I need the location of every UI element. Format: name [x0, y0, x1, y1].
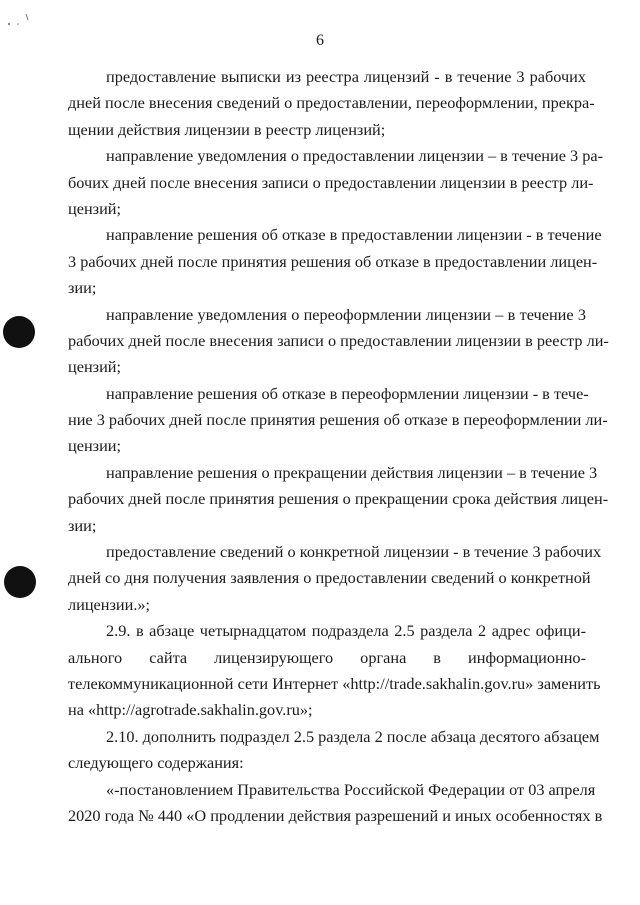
text-line: цензий;: [68, 198, 122, 218]
text-line: 3 рабочих дней после принятия решения об отказе в предоставлении лицен-: [68, 251, 598, 271]
text-line: рабочих дней после принятия решения о прекращении срока действия лицен-: [68, 489, 609, 509]
paragraph: [68, 460, 609, 539]
text-line: лицензии.»;: [68, 594, 151, 614]
text-line: дней со дня получения заявления о предоставлении сведений о конкретной: [68, 568, 591, 588]
text-line: дней после внесения сведений о предоставлении, переоформлении, прекра-: [68, 93, 595, 113]
text-line: направление уведомления о предоставлении лицензии – в течение 3 ра-: [106, 146, 604, 166]
text-line: 2020 года № 440 «О продлении действия разрешений и иных особенностях в: [68, 805, 603, 825]
text-line: 2.9. в абзаце четырнадцатом подраздела 2.5 раздела 2 адрес офици-: [106, 621, 586, 641]
text-line: 2.10. дополнить подраздел 2.5 раздела 2 после абзаца десятого абзацем: [106, 726, 600, 746]
paragraph: [68, 143, 604, 222]
text-line: направление решения об отказе в предоставлении лицензии - в течение: [106, 225, 602, 245]
text-line: на «http://agrotrade.sakhalin.gov.ru»;: [68, 700, 313, 720]
text-line: цензии;: [68, 436, 122, 456]
paragraph: [68, 222, 602, 301]
text-line: бочих дней после внесения записи о предоставлении лицензии в реестр ли-: [68, 172, 594, 192]
page-number: 6: [316, 32, 324, 49]
text-line: направление решения об отказе в переоформлении лицензии - в тече-: [106, 383, 589, 403]
paragraph: [68, 724, 600, 777]
text-line: телекоммуникационной сети Интернет «http://trade.sakhalin.gov.ru» заменить: [68, 673, 601, 693]
paragraph: [68, 539, 602, 618]
paragraph: [68, 777, 603, 830]
text-line: направление уведомления о переоформлении лицензии – в течение 3: [106, 304, 586, 324]
text-line: предоставление выписки из реестра лицензий - в течение 3 рабочих: [106, 67, 586, 86]
text-line: следующего содержания:: [68, 753, 244, 773]
text-line: ального сайта лицензирующего органа в информационно-: [68, 647, 586, 667]
text-line: предоставление сведений о конкретной лицензии - в течение 3 рабочих: [106, 542, 602, 562]
text-line: зии;: [68, 278, 97, 298]
paragraph: [68, 64, 595, 143]
text-line: цензий;: [68, 357, 122, 377]
text-line: ние 3 рабочих дней после принятия решения об отказе в переоформлении ли-: [68, 410, 608, 430]
paragraph: [68, 302, 609, 381]
document-body: [68, 64, 609, 829]
text-line: зии;: [68, 515, 97, 535]
scan-artifact: [6, 12, 32, 28]
paragraph: [68, 618, 601, 724]
text-line: рабочих дней после внесения записи о предоставлении лицензии в реестр ли-: [68, 330, 609, 350]
text-line: щении действия лицензии в реестр лицензий;: [68, 119, 386, 139]
text-line: «-постановлением Правительства Российской Федерации от 03 апреля: [106, 779, 596, 799]
hole-punch-top: [3, 316, 35, 348]
hole-punch-bottom: [4, 566, 36, 598]
paragraph: [68, 381, 608, 460]
text-line: направление решения о прекращении действия лицензии – в течение 3: [106, 462, 598, 482]
